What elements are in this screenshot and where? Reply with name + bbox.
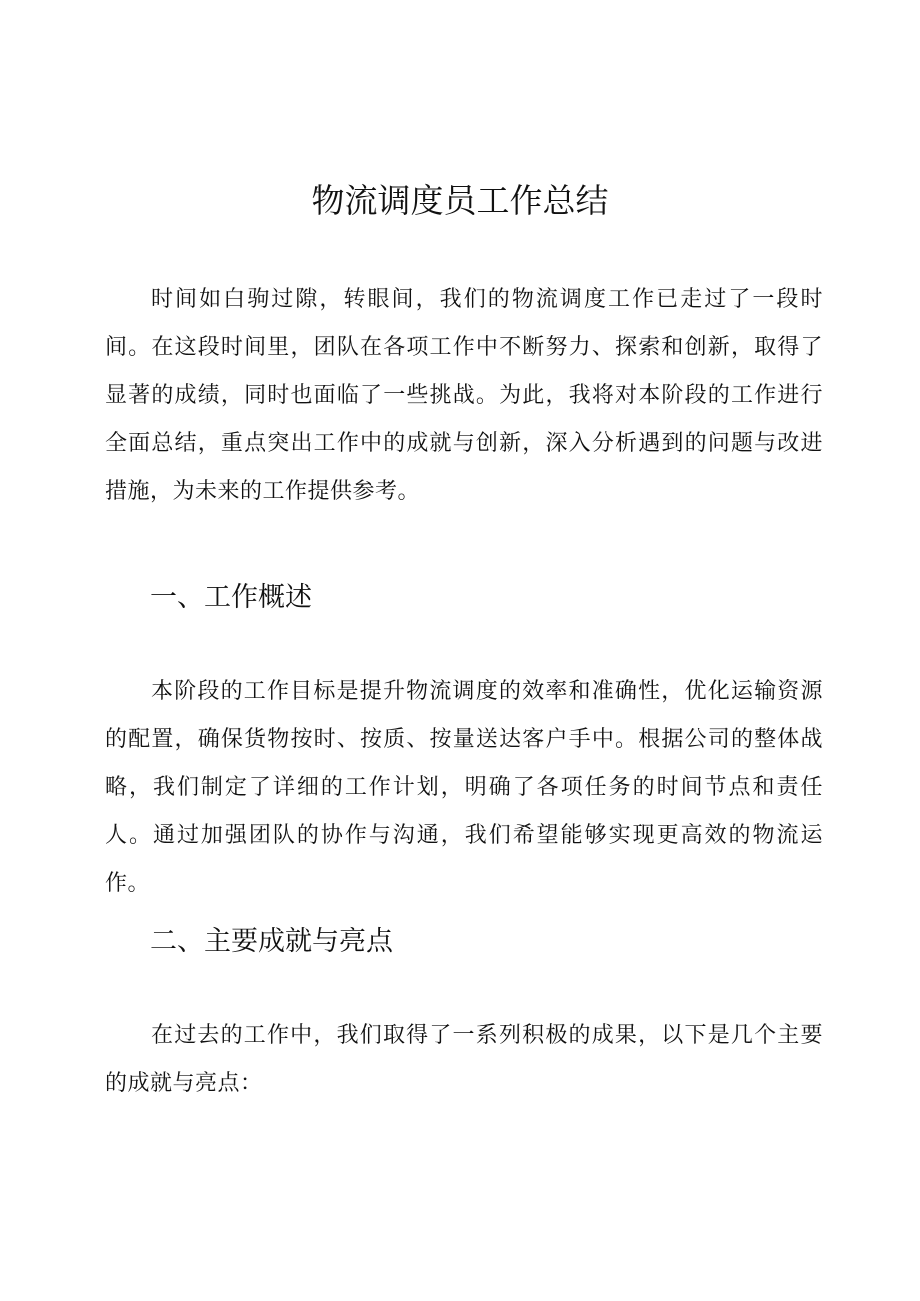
section-heading-achievements: 二、主要成就与亮点 [150,926,393,957]
intro-paragraph: 时间如白驹过隙，转眼间，我们的物流调度工作已走过了一段时间。在这段时间里，团队在各项工作中不断努力、探索和创新，取得了显著的成绩，同时也面临了一些挑战。为此，我将对本阶段的工作进行全面总结，重点突出工作中的成就与创新，深入分析遇到的问题与改进措施，为未来的工作提供参考。 [105,287,823,504]
section-body-achievements: 在过去的工作中，我们取得了一系列积极的成果，以下是几个主要的成就与亮点： [105,1023,823,1096]
section-body-overview: 本阶段的工作目标是提升物流调度的效率和准确性，优化运输资源的配置，确保货物按时、按质、按量送达客户手中。根据公司的整体战略，我们制定了详细的工作计划，明确了各项任务的时间节点和责任人。通过加强团队的协作与沟通，我们希望能够实现更高效的物流运作。 [105,679,823,896]
document-title: 物流调度员工作总结 [311,181,609,220]
section-heading-overview: 一、工作概述 [150,582,312,613]
